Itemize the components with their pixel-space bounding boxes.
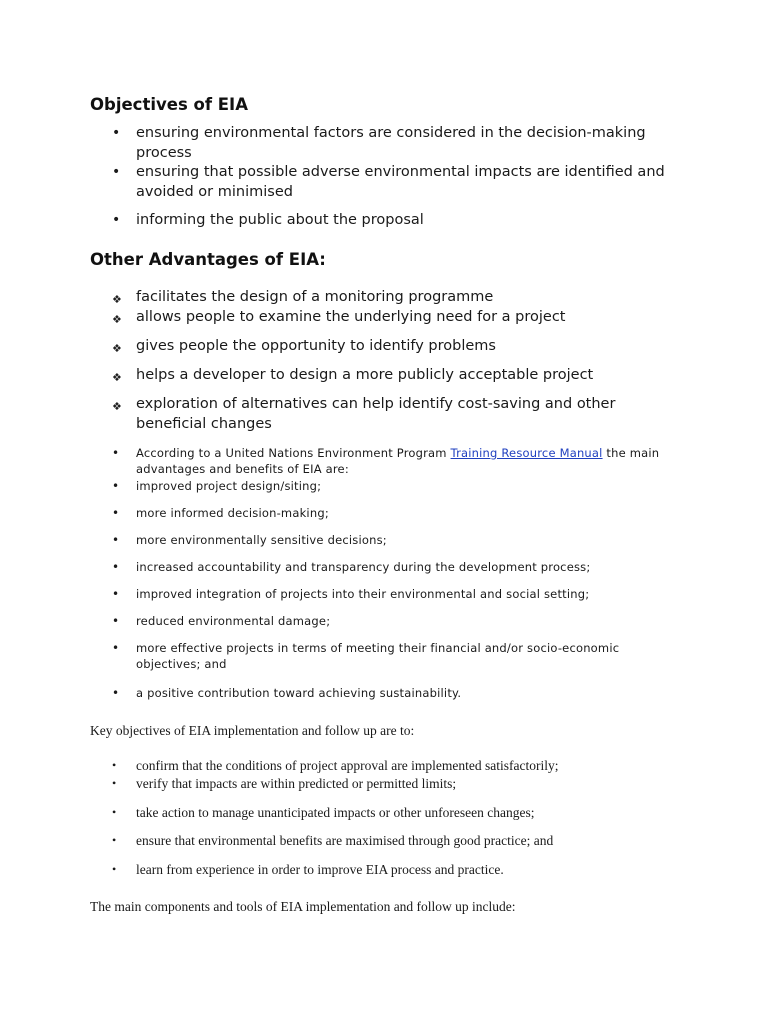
bullet-icon: • [112, 506, 120, 520]
bullet-icon: • [112, 776, 117, 790]
bullet-icon: • [112, 862, 117, 876]
document-page: Objectives of EIA • ensuring environmental factors are considered in the decision-making process • ensuring that possible adverse environmental impacts are identified and avoided or minimised • informing the public about the proposal Other Advantages of EIA: ❖ facilitates the design of a monitoring programme ❖ allows people to examine the underlying need for a project ❖ gives people the opportunity to identify problems ❖ helps a developer to design a more publicly acceptable project ❖ exploration of alternatives can help identify cost-saving and other beneficial changes • According to a United Nations Environment Program Training Resource Manual the main advantages and benefits of EIA are: • improved project design/siting; • more informed decision-making; • more environmentally sensitive decisions; • increased accountability and transparency during the development process; • improved integration of projects into their environmental and social setting; • reduced environmental damage; • more effective projects in terms of meeting their financial and/or socio-economic objectives; and • a positive contribution toward achieving sustainability. Key objectives of EIA implementation and follow up are to: • confirm that the conditions of project approval are implemented satisfactorily; • verify that impacts are within predicted or permitted limits; • take action to manage unanticipated impacts or other unforeseen changes; • ensure that environmental benefits are maximised through good practice; and • learn from experience in order to improve EIA process and practice. The main components and tools of EIA implementation and follow up include: [90, 95, 665, 914]
bullet-icon: • [112, 641, 120, 655]
advantages-heading: Other Advantages of EIA: [90, 250, 326, 269]
bullet-icon: • [112, 446, 120, 460]
bullet-icon: • [112, 686, 120, 700]
diamond-bullet-icon: ❖ [112, 371, 122, 384]
diamond-bullet-icon: ❖ [112, 342, 122, 355]
bullet-icon: • [112, 212, 121, 228]
bullet-icon: • [112, 164, 121, 180]
bullet-icon: • [112, 560, 120, 574]
bullet-icon: • [112, 125, 121, 141]
training-resource-manual-link[interactable]: Training Resource Manual [450, 446, 603, 460]
objectives-heading: Objectives of EIA [90, 95, 248, 114]
bullet-icon: • [112, 805, 117, 819]
bullet-icon: • [112, 533, 120, 547]
diamond-bullet-icon: ❖ [112, 400, 122, 413]
closing-paragraph: The main components and tools of EIA implementation and follow up include: [90, 899, 516, 914]
bullet-icon: • [112, 587, 120, 601]
diamond-bullet-icon: ❖ [112, 313, 122, 326]
bullet-icon: • [112, 614, 120, 628]
bullet-icon: • [112, 758, 117, 772]
diamond-bullet-icon: ❖ [112, 293, 122, 306]
bullet-icon: • [112, 833, 117, 847]
key-objectives-intro: Key objectives of EIA implementation and follow up are to: [90, 723, 415, 738]
bullet-icon: • [112, 479, 120, 493]
